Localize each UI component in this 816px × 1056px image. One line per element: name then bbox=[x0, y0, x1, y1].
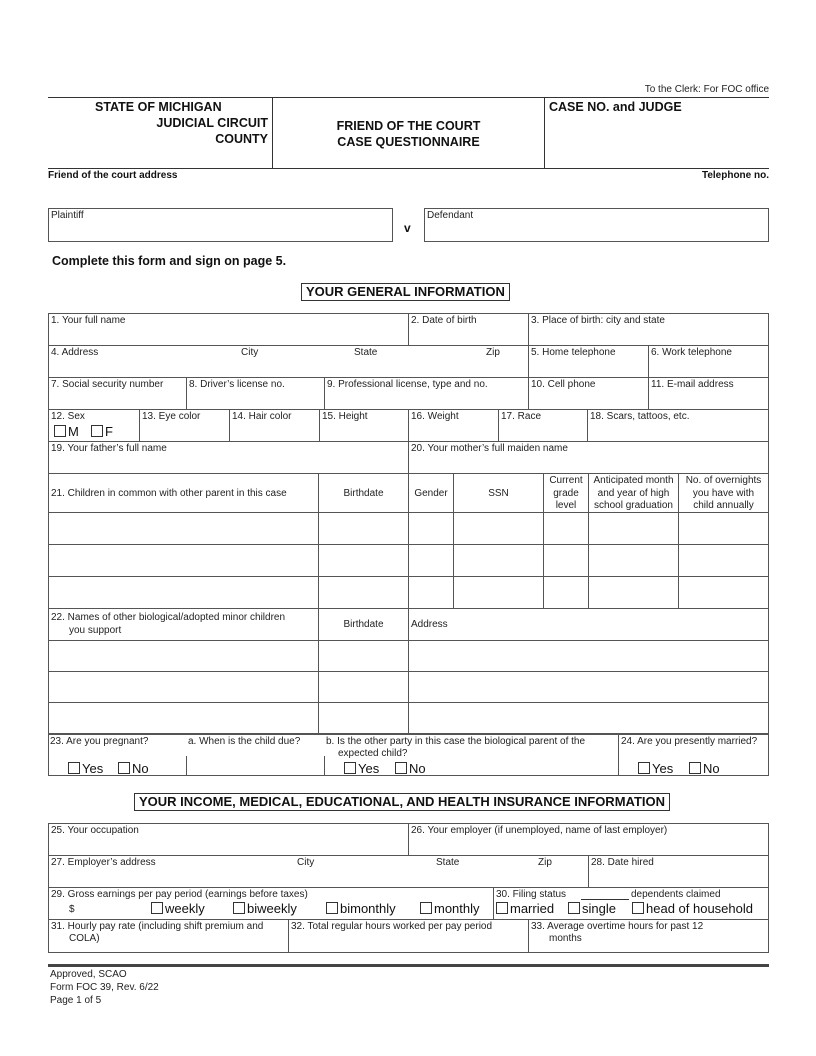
other-children-header-name bbox=[48, 608, 319, 641]
children-title: 21. Children in common with other parent in this case bbox=[51, 488, 287, 499]
weight-field[interactable] bbox=[408, 409, 499, 442]
professional-license-label: 9. Professional license, type and no. bbox=[327, 379, 488, 390]
sex-label: 12. Sex bbox=[51, 411, 85, 422]
weekly-text: weekly bbox=[165, 901, 205, 916]
date-of-birth-label: 2. Date of birth bbox=[411, 315, 477, 326]
children-gender-label: Gender bbox=[414, 488, 448, 499]
monthly-option[interactable] bbox=[420, 902, 480, 916]
child-row-cell[interactable] bbox=[543, 512, 589, 545]
race-field[interactable] bbox=[498, 409, 588, 442]
married-question: 24. Are you presently married? bbox=[621, 736, 758, 747]
defendant-field[interactable] bbox=[424, 208, 769, 242]
father-name-label: 19. Your father’s full name bbox=[51, 443, 167, 454]
hourly-rate-field[interactable] bbox=[48, 919, 289, 953]
pregnant-yes-option[interactable] bbox=[68, 762, 103, 776]
employer-label: 26. Your employer (if unemployed, name of last employer) bbox=[411, 825, 668, 836]
other-child-row-cell[interactable] bbox=[408, 640, 769, 672]
clerk-note: To the Clerk: For FOC office bbox=[644, 84, 769, 95]
graduation-line2: and year of high bbox=[597, 487, 670, 499]
biweekly-checkbox[interactable] bbox=[233, 902, 245, 914]
work-telephone-field[interactable] bbox=[648, 345, 769, 378]
section-general-info-title: YOUR GENERAL INFORMATION bbox=[301, 283, 510, 301]
foc-address-label: Friend of the court address bbox=[48, 170, 178, 181]
married-status-text: married bbox=[510, 901, 555, 916]
other-parent-no-option[interactable] bbox=[395, 762, 426, 776]
place-of-birth-field[interactable] bbox=[528, 313, 769, 346]
county-name: COUNTY bbox=[215, 132, 268, 146]
form-title-line2: CASE QUESTIONNAIRE bbox=[337, 135, 480, 149]
plaintiff-label: Plaintiff bbox=[51, 210, 84, 221]
versus-label: v bbox=[404, 221, 411, 235]
single-status-option[interactable] bbox=[568, 902, 616, 916]
other-child-row-cell[interactable] bbox=[408, 671, 769, 703]
other-children-title-line2: you support bbox=[69, 625, 122, 636]
hourly-rate-label-line1: 31. Hourly pay rate (including shift premium and bbox=[51, 921, 264, 932]
address-zip-label: Zip bbox=[486, 347, 500, 358]
address-city-label: City bbox=[241, 347, 259, 358]
children-ssn-label: SSN bbox=[488, 488, 509, 499]
hoh-status-option[interactable] bbox=[632, 902, 753, 916]
address-field[interactable] bbox=[48, 345, 529, 378]
other-children-address-label: Address bbox=[411, 619, 448, 630]
married-status-checkbox[interactable] bbox=[496, 902, 508, 914]
bimonthly-text: bimonthly bbox=[340, 901, 396, 916]
cell-phone-field[interactable] bbox=[528, 377, 649, 410]
due-date-question: a. When is the child due? bbox=[188, 736, 301, 747]
sex-male-text: M bbox=[68, 424, 79, 439]
employer-address-label: 27. Employer’s address bbox=[51, 857, 156, 868]
employer-state-label: State bbox=[436, 857, 460, 868]
hoh-status-text: head of household bbox=[646, 901, 753, 916]
cell-phone-label: 10. Cell phone bbox=[531, 379, 596, 390]
child-row-cell[interactable] bbox=[318, 512, 409, 545]
state-name: STATE OF MICHIGAN bbox=[95, 100, 222, 114]
child-row-cell[interactable] bbox=[318, 544, 409, 577]
work-telephone-label: 6. Work telephone bbox=[651, 347, 732, 358]
footer-page-number: Page 1 of 5 bbox=[50, 995, 102, 1006]
overnights-line2: you have with bbox=[692, 487, 755, 499]
other-children-header-address bbox=[408, 608, 769, 641]
hair-color-field[interactable] bbox=[229, 409, 320, 442]
married-status-option[interactable] bbox=[496, 902, 554, 916]
other-children-header-birthdate bbox=[318, 608, 409, 641]
pregnancy-divider-2 bbox=[324, 756, 325, 776]
other-child-row-cell[interactable] bbox=[318, 640, 409, 672]
telephone-label: Telephone no. bbox=[701, 170, 769, 181]
married-yes-checkbox[interactable] bbox=[638, 762, 650, 774]
child-row-cell[interactable] bbox=[588, 512, 679, 545]
footer-rule bbox=[48, 964, 769, 967]
ssn-label: 7. Social security number bbox=[51, 379, 164, 390]
dependents-label: dependents claimed bbox=[631, 889, 721, 900]
sex-female-checkbox[interactable] bbox=[91, 425, 103, 437]
other-child-row-cell[interactable] bbox=[48, 671, 319, 703]
hourly-rate-label-line2: COLA) bbox=[69, 933, 100, 944]
employer-field[interactable] bbox=[408, 823, 769, 856]
plaintiff-field[interactable] bbox=[48, 208, 393, 242]
child-row-cell[interactable] bbox=[48, 512, 319, 545]
married-yes-text: Yes bbox=[652, 761, 674, 776]
employer-city-label: City bbox=[297, 857, 315, 868]
married-no-text: No bbox=[703, 761, 720, 776]
children-header-gender bbox=[408, 473, 454, 513]
mother-maiden-name-label: 20. Your mother’s full maiden name bbox=[411, 443, 568, 454]
weekly-option[interactable] bbox=[151, 902, 205, 916]
mother-maiden-name-field[interactable] bbox=[408, 441, 769, 474]
biweekly-text: biweekly bbox=[247, 901, 297, 916]
children-header-grade bbox=[543, 473, 589, 513]
other-parent-question-line2: expected child? bbox=[338, 748, 408, 759]
form-title-line1: FRIEND OF THE COURT bbox=[336, 119, 481, 133]
child-row-cell[interactable] bbox=[588, 576, 679, 609]
date-hired-field[interactable] bbox=[588, 855, 769, 888]
footer-approved: Approved, SCAO bbox=[50, 969, 127, 980]
father-name-field[interactable] bbox=[48, 441, 409, 474]
header-divider-left bbox=[272, 97, 273, 169]
gross-earnings-label: 29. Gross earnings per pay period (earnings before taxes) bbox=[51, 889, 308, 900]
sex-female-option[interactable] bbox=[91, 425, 113, 439]
case-no-judge[interactable]: CASE NO. and JUDGE bbox=[549, 100, 682, 114]
child-row-cell[interactable] bbox=[453, 544, 544, 577]
child-row-cell[interactable] bbox=[408, 512, 454, 545]
child-row-cell[interactable] bbox=[678, 544, 769, 577]
other-parent-question-line1: b. Is the other party in this case the biological parent of the bbox=[326, 736, 586, 747]
hoh-status-checkbox[interactable] bbox=[632, 902, 644, 914]
married-no-checkbox[interactable] bbox=[689, 762, 701, 774]
pregnant-no-text: No bbox=[132, 761, 149, 776]
occupation-field[interactable] bbox=[48, 823, 409, 856]
other-parent-no-checkbox[interactable] bbox=[395, 762, 407, 774]
drivers-license-label: 8. Driver’s license no. bbox=[189, 379, 285, 390]
pregnancy-divider-1 bbox=[186, 756, 187, 776]
child-row-cell[interactable] bbox=[678, 576, 769, 609]
monthly-text: monthly bbox=[434, 901, 480, 916]
header-bottom-rule bbox=[48, 168, 769, 169]
date-of-birth-field[interactable] bbox=[408, 313, 529, 346]
dollar-sign: $ bbox=[69, 904, 75, 915]
married-yes-option[interactable] bbox=[638, 762, 673, 776]
occupation-label: 25. Your occupation bbox=[51, 825, 139, 836]
instruction-text: Complete this form and sign on page 5. bbox=[52, 254, 287, 268]
married-no-option[interactable] bbox=[689, 762, 720, 776]
pregnant-no-checkbox[interactable] bbox=[118, 762, 130, 774]
other-parent-yes-text: Yes bbox=[358, 761, 380, 776]
filing-status-label: 30. Filing status bbox=[496, 889, 567, 900]
children-grade-label bbox=[544, 475, 588, 513]
sex-female-text: F bbox=[105, 424, 113, 439]
single-status-checkbox[interactable] bbox=[568, 902, 580, 914]
weekly-checkbox[interactable] bbox=[151, 902, 163, 914]
full-name-field[interactable] bbox=[48, 313, 409, 346]
children-header-graduation bbox=[588, 473, 679, 513]
pregnant-yes-checkbox[interactable] bbox=[68, 762, 80, 774]
child-row-cell[interactable] bbox=[318, 576, 409, 609]
child-row-cell[interactable] bbox=[543, 576, 589, 609]
biweekly-option[interactable] bbox=[233, 902, 297, 916]
section-income-title: YOUR INCOME, MEDICAL, EDUCATIONAL, AND HEALTH INSURANCE INFORMATION bbox=[134, 793, 670, 811]
defendant-label: Defendant bbox=[427, 210, 474, 221]
pregnant-no-option[interactable] bbox=[118, 762, 149, 776]
grade-line1: Current bbox=[549, 475, 583, 486]
other-children-birthdate-label: Birthdate bbox=[343, 619, 384, 630]
other-children-title-line1: 22. Names of other biological/adopted minor children bbox=[51, 612, 286, 623]
child-row-cell[interactable] bbox=[678, 512, 769, 545]
children-graduation-label bbox=[589, 475, 678, 513]
place-of-birth-label: 3. Place of birth: city and state bbox=[531, 315, 665, 326]
children-header-ssn bbox=[453, 473, 544, 513]
hair-color-label: 14. Hair color bbox=[232, 411, 292, 422]
sex-field bbox=[48, 409, 140, 442]
overnights-line1: No. of overnights bbox=[685, 475, 762, 486]
pregnant-yes-text: Yes bbox=[82, 761, 104, 776]
header-divider-right bbox=[544, 97, 545, 169]
date-hired-label: 28. Date hired bbox=[591, 857, 654, 868]
full-name-label: 1. Your full name bbox=[51, 315, 126, 326]
regular-hours-field[interactable] bbox=[288, 919, 529, 953]
children-birthdate-label: Birthdate bbox=[343, 488, 384, 499]
other-child-row-cell[interactable] bbox=[318, 671, 409, 703]
other-parent-yes-checkbox[interactable] bbox=[344, 762, 356, 774]
scars-tattoos-field[interactable] bbox=[587, 409, 769, 442]
child-row-cell[interactable] bbox=[453, 512, 544, 545]
eye-color-label: 13. Eye color bbox=[142, 411, 201, 422]
overtime-hours-label-line1: 33. Average overtime hours for past 12 bbox=[531, 921, 704, 932]
pregnancy-divider-3 bbox=[618, 734, 619, 776]
child-row-cell[interactable] bbox=[48, 544, 319, 577]
other-child-row-cell[interactable] bbox=[48, 702, 319, 734]
employer-zip-label: Zip bbox=[538, 857, 552, 868]
home-telephone-field[interactable] bbox=[528, 345, 649, 378]
child-row-cell[interactable] bbox=[408, 576, 454, 609]
height-label: 15. Height bbox=[322, 411, 368, 422]
bimonthly-option[interactable] bbox=[326, 902, 396, 916]
scars-tattoos-label: 18. Scars, tattoos, etc. bbox=[590, 411, 690, 422]
drivers-license-field[interactable] bbox=[186, 377, 325, 410]
header-top-rule bbox=[48, 97, 769, 98]
overtime-hours-label-line2: months bbox=[549, 933, 582, 944]
graduation-line3: school graduation bbox=[594, 500, 673, 511]
court-name: JUDICIAL CIRCUIT bbox=[156, 116, 268, 130]
grade-line2: grade bbox=[553, 487, 579, 499]
dependents-blank[interactable] bbox=[581, 899, 629, 900]
footer-form-number: Form FOC 39, Rev. 6/22 bbox=[50, 982, 159, 993]
single-status-text: single bbox=[582, 901, 616, 916]
other-parent-yes-option[interactable] bbox=[344, 762, 379, 776]
child-row-cell[interactable] bbox=[48, 576, 319, 609]
children-header-name bbox=[48, 473, 319, 513]
pregnant-question: 23. Are you pregnant? bbox=[50, 736, 149, 747]
child-row-cell[interactable] bbox=[408, 544, 454, 577]
overnights-line3: child annually bbox=[693, 500, 754, 511]
children-header-birthdate bbox=[318, 473, 409, 513]
eye-color-field[interactable] bbox=[139, 409, 230, 442]
child-row-cell[interactable] bbox=[543, 544, 589, 577]
children-header-overnights bbox=[678, 473, 769, 513]
graduation-line1: Anticipated month bbox=[593, 475, 674, 486]
monthly-checkbox[interactable] bbox=[420, 902, 432, 914]
bimonthly-checkbox[interactable] bbox=[326, 902, 338, 914]
race-label: 17. Race bbox=[501, 411, 542, 422]
child-row-cell[interactable] bbox=[588, 544, 679, 577]
ssn-field[interactable] bbox=[48, 377, 187, 410]
professional-license-field[interactable] bbox=[324, 377, 529, 410]
email-label: 11. E-mail address bbox=[651, 379, 734, 390]
sex-male-option[interactable] bbox=[54, 425, 79, 439]
other-child-row-cell[interactable] bbox=[318, 702, 409, 734]
home-telephone-label: 5. Home telephone bbox=[531, 347, 616, 358]
sex-male-checkbox[interactable] bbox=[54, 425, 66, 437]
other-parent-no-text: No bbox=[409, 761, 426, 776]
email-field[interactable] bbox=[648, 377, 769, 410]
child-row-cell[interactable] bbox=[453, 576, 544, 609]
overtime-hours-field[interactable] bbox=[528, 919, 769, 953]
regular-hours-label: 32. Total regular hours worked per pay period bbox=[291, 921, 493, 932]
address-state-label: State bbox=[354, 347, 378, 358]
grade-line3: level bbox=[555, 500, 577, 511]
children-overnights-label bbox=[679, 475, 768, 513]
other-child-row-cell[interactable] bbox=[48, 640, 319, 672]
employer-address-field[interactable] bbox=[48, 855, 589, 888]
weight-label: 16. Weight bbox=[411, 411, 459, 422]
other-child-row-cell[interactable] bbox=[408, 702, 769, 734]
address-label: 4. Address bbox=[51, 347, 99, 358]
height-field[interactable] bbox=[319, 409, 409, 442]
